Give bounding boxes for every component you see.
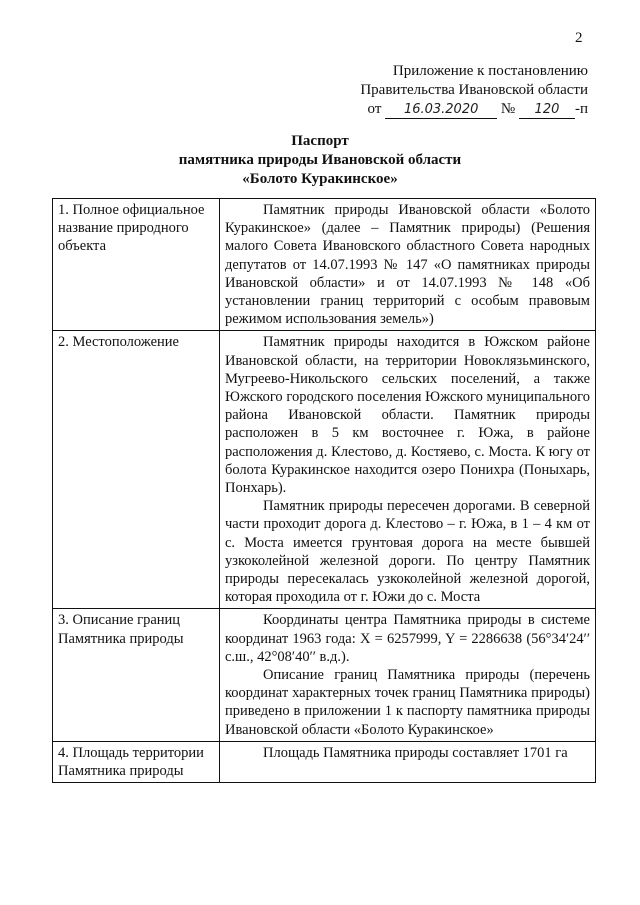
table-row <box>53 199 596 331</box>
row-content <box>220 609 596 741</box>
paragraph: Координаты центра Памятника природы в системе координат 1963 года: X = 6257999, Y = 2286638 (56°34ʹ24ʹʹ с.ш., 42°08ʹ40ʹʹ в.д.). <box>225 612 590 665</box>
from-label: от <box>367 101 382 117</box>
appendix-header <box>300 62 588 119</box>
row-content <box>220 741 596 782</box>
paragraph: Памятник природы пересечен дорогами. В северной части проходит дорога д. Клестово – г. Южа, в 1 – 4 км от с. Моста имеется грунтовая дорога на месте бывшей узкоколейной железной дороги. По центру Памятник природы пересекалась узкоколейной железной дорогой, которая проходила от г. Южи до с. Моста <box>225 498 590 606</box>
row-content <box>220 199 596 331</box>
number-label: № <box>500 101 516 117</box>
paragraph: Площадь Памятника природы составляет 1701 га <box>263 744 568 761</box>
handwritten-date: 16.03.2020 <box>385 102 497 119</box>
appendix-line-1: Приложение к постановлению <box>392 63 588 79</box>
table-row <box>53 609 596 741</box>
row-label: 4. Площадь территории Памятника природы <box>53 741 220 782</box>
table-row <box>53 331 596 609</box>
appendix-date-line <box>300 100 588 119</box>
row-content <box>220 331 596 609</box>
document-title <box>40 132 600 189</box>
passport-table <box>52 198 596 783</box>
number-suffix: -п <box>574 101 588 117</box>
page-number: 2 <box>575 30 583 46</box>
handwritten-number: 120 <box>519 102 575 119</box>
appendix-line-2: Правительства Ивановской области <box>360 82 588 98</box>
title-line-2: памятника природы Ивановской области <box>178 152 462 168</box>
title-line-1: Паспорт <box>291 133 349 149</box>
paragraph: Памятник природы Ивановской области «Болото Куракинское» (далее – Памятник природы) (Решения малого Совета Ивановского областного Совета народных депутатов от 14.07.1993 № 147 «О памятниках природы Ивановской области» и от 14.07.1993 № 148 «Об установлении границ территорий с особым правовым режимом использования земель») <box>225 202 590 328</box>
row-label: 2. Местоположение <box>53 331 220 609</box>
title-line-3: «Болото Куракинское» <box>242 171 398 187</box>
row-label: 1. Полное официальное название природного объекта <box>53 199 220 331</box>
table-row <box>53 741 596 782</box>
row-label: 3. Описание границ Памятника природы <box>53 609 220 741</box>
paragraph: Описание границ Памятника природы (перечень координат характерных точек границ Памятника природы) приведено в приложении 1 к паспорту памятника природы Ивановской области «Болото Куракинское» <box>225 667 590 738</box>
paragraph: Памятник природы находится в Южском районе Ивановской области, на территории Новоклязьминского, Мугреево-Никольского сельских поселений, а также Южского городского поселения Южского муниципального района Ивановской области. Памятник природы расположен в 5 км восточнее г. Южа, в районе расположения д. Клестово, д. Костяево, с. Моста. К югу от болота Куракинское находится озеро Понихра (Поныхарь, Понхарь). <box>225 334 590 497</box>
